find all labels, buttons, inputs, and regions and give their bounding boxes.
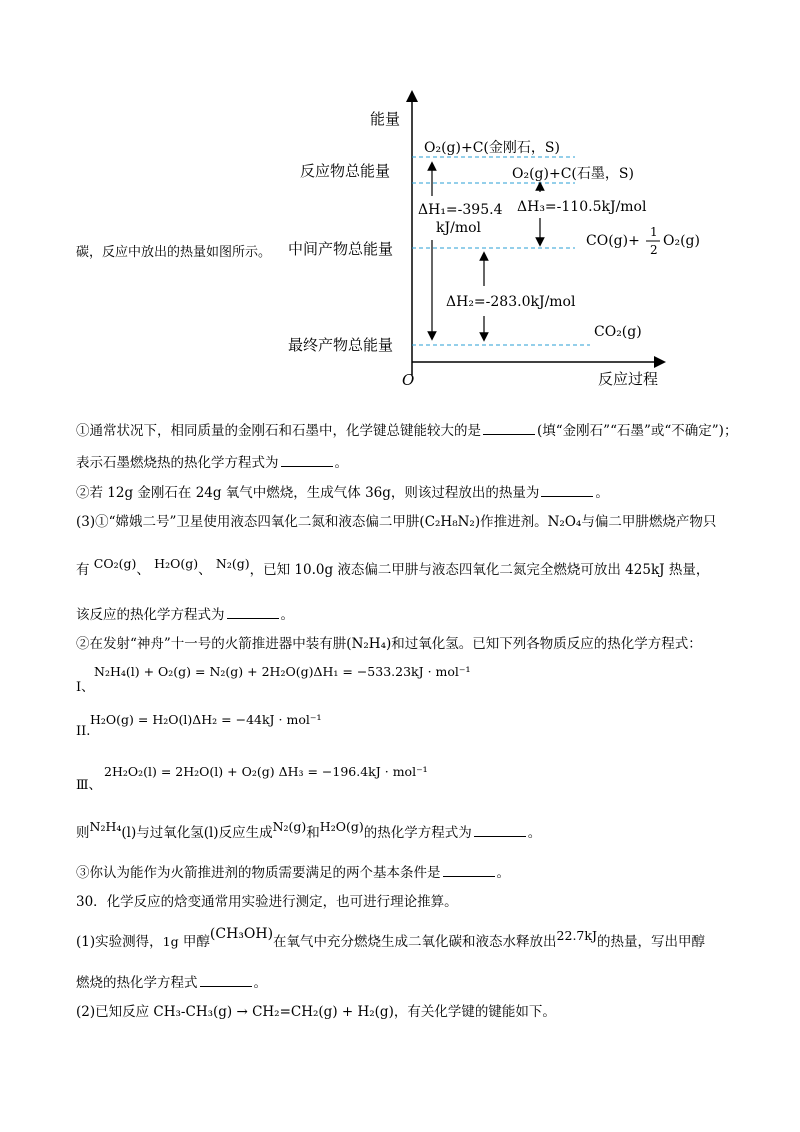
species-co-suffix: O₂(g)	[663, 233, 700, 249]
answer-blank	[483, 420, 535, 435]
species-diamond: O₂(g)+C(金刚石，S)	[424, 140, 560, 156]
species-graphite: O₂(g)+C(石墨，S)	[512, 166, 634, 182]
formula-co2: CO₂(g)	[93, 556, 137, 571]
dh3-label: ΔH₃=-110.5kJ/mol	[517, 199, 647, 215]
origin-label: O	[402, 371, 415, 389]
q1b-post: 。	[334, 455, 348, 471]
eq3: 2H₂O₂(l) = 2H₂O(l) + O₂(g) ΔH₃ = −196.4kJ · mol⁻¹	[104, 764, 428, 779]
q3-2-post: ，已知 10.0g 液态偏二甲肼与液态四氧化二氮完全燃烧可放出 425kJ 热量，	[249, 562, 710, 578]
q1a	[76, 420, 737, 441]
sep: 、	[198, 562, 212, 578]
q30-1-pre: (1)实验测得，	[76, 934, 163, 950]
q6-post: 。	[496, 865, 510, 881]
q30-1-mid2: 在氧气中充分燃烧生成二氧化碳和液态水释放出	[273, 934, 557, 950]
q3-2-pre: 有	[76, 562, 90, 578]
q1b	[76, 452, 348, 473]
q5-post: 。	[527, 825, 542, 841]
q1a-pre: ①通常状况下，相同质量的金刚石和石墨中，化学键总键能较大的是	[76, 423, 481, 439]
heat-22-7kj: 22.7kJ	[556, 928, 597, 943]
frac-num: 1	[650, 225, 658, 239]
sep: 、	[136, 562, 150, 578]
answer-blank	[281, 452, 333, 467]
q2-pre: ②若 12g 金刚石在 24g 氧气中燃烧，生成气体 36g，则该过程放出的热量为	[76, 485, 540, 501]
q5-mid2: 和	[306, 825, 320, 841]
q3-3-pre: 该反应的热化学方程式为	[76, 607, 225, 623]
answer-blank	[474, 822, 526, 837]
q2	[76, 482, 609, 503]
formula-h2o: H₂O(g)	[319, 819, 364, 834]
q3-line2	[76, 556, 710, 580]
x-axis-label: 反应过程	[598, 370, 659, 388]
q3-line1: (3)①“嫦娥二号”卫星使用液态四氧化二氮和液态偏二甲肼(C₂H₈N₂)作推进剂。N₂O₄与偏二甲肼燃烧产物只	[76, 514, 717, 530]
q30-1-mid1: 甲醇	[182, 934, 210, 950]
q1b-pre: 表示石墨燃烧热的热化学方程式为	[76, 455, 279, 471]
answer-blank	[200, 972, 252, 987]
eq1-label: I、	[76, 680, 95, 695]
q3-3-post: 。	[280, 607, 294, 623]
formula-h2o: H₂O(g)	[154, 556, 199, 571]
formula-ch3oh: (CH₃OH)	[209, 926, 274, 942]
level-final-label: 最终产物总能量	[288, 336, 394, 354]
q5-mid3: 的热化学方程式为	[363, 825, 472, 841]
q30-1	[76, 926, 705, 952]
eq2: H₂O(g) = H₂O(l)ΔH₂ = −44kJ · mol⁻¹	[90, 712, 322, 727]
eq2-label: II.	[76, 724, 91, 739]
y-axis-label: 能量	[370, 110, 401, 128]
q6-pre: ③你认为能作为火箭推进剂的物质需要满足的两个基本条件是	[76, 865, 441, 881]
q2-post: 。	[595, 485, 609, 501]
eq3-label: Ⅲ、	[76, 778, 102, 793]
q1a-post: (填“金刚石”“石墨”或“不确定”)；	[537, 423, 738, 439]
mass-1g: 1g	[162, 934, 179, 949]
q30-2: (2)已知反应 CH₃-CH₃(g) → CH₂=CH₂(g) + H₂(g)，有关化学键的键能如下。	[76, 1004, 556, 1020]
q5	[76, 819, 542, 843]
level-intermediate-label: 中间产物总能量	[288, 240, 394, 258]
formula-n2: N₂(g)	[272, 819, 307, 834]
q30-1b-post: 。	[253, 975, 267, 991]
formula-n2h4: N₂H₄	[89, 819, 122, 834]
dh2-label: ΔH₂=-283.0kJ/mol	[446, 294, 576, 310]
frac-den: 2	[650, 243, 658, 257]
q5-mid1: (l)与过氧化氢(l)反应生成	[121, 825, 273, 841]
eq1: N₂H₄(l) + O₂(g) = N₂(g) + 2H₂O(g)ΔH₁ = −533.23kJ · mol⁻¹	[94, 664, 471, 679]
answer-blank	[541, 482, 593, 497]
energy-diagram	[0, 0, 800, 400]
q3-line3	[76, 604, 294, 625]
q30-1-post: 的热量，写出甲醇	[596, 934, 705, 950]
formula-n2: N₂(g)	[215, 556, 250, 571]
species-co-prefix: CO(g)+	[586, 233, 640, 249]
species-co2: CO₂(g)	[594, 324, 642, 340]
dh1-line2: kJ/mol	[436, 220, 481, 236]
q30-1b	[76, 972, 267, 993]
q4: ②在发射“神舟”十一号的火箭推进器中装有肼(N₂H₄)和过氧化氢。已知下列各物质反应的热化学方程式：	[76, 636, 702, 652]
intro-text: 碳，反应中放出的热量如图所示。	[76, 245, 272, 260]
answer-blank	[443, 862, 495, 877]
q6	[76, 862, 510, 883]
q5-pre: 则	[76, 825, 90, 841]
q30-1b-pre: 燃烧的热化学方程式	[76, 975, 198, 991]
q30: 30．化学反应的焓变通常用实验进行测定，也可进行理论推算。	[76, 894, 458, 910]
dh1-line1: ΔH₁=-395.4	[418, 202, 503, 218]
answer-blank	[227, 604, 279, 619]
level-reactants-label: 反应物总能量	[300, 162, 391, 180]
